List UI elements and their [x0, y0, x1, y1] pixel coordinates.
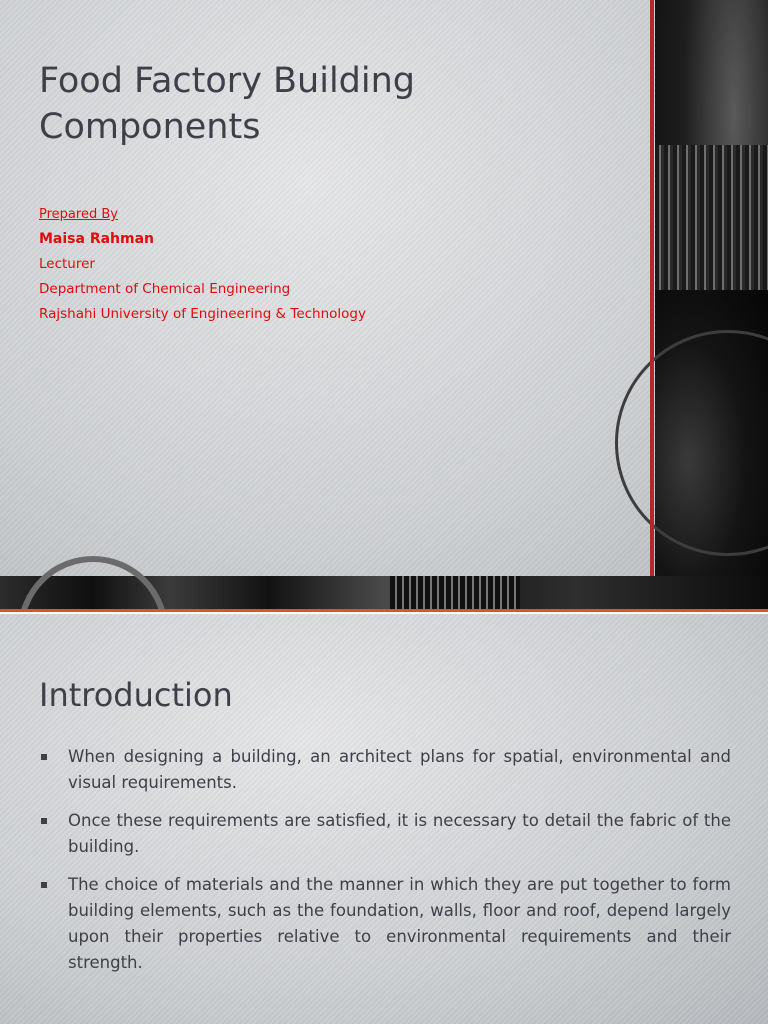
- red-divider: [650, 0, 654, 576]
- decorative-slats: [390, 576, 520, 610]
- prepared-by-label: Prepared By: [39, 207, 118, 222]
- bullet-text: When designing a building, an architect plans for spatial, environmental and visual requirements.: [68, 747, 731, 792]
- decorative-wheel: [18, 556, 168, 612]
- slide-title: Food Factory Building Components: [39, 61, 416, 147]
- bullet-marker-icon: [41, 882, 47, 888]
- bullet-text: Once these requirements are satisfied, it is necessary to detail the fabric of the building.: [68, 811, 731, 856]
- orange-divider: [0, 609, 768, 612]
- bullet-item: [39, 808, 731, 860]
- author-university: Rajshahi University of Engineering & Technology: [39, 306, 366, 322]
- author-name: Maisa Rahman: [39, 231, 155, 247]
- bullet-list: [39, 744, 731, 988]
- decorative-image-strip: [0, 576, 768, 610]
- author-department: Department of Chemical Engineering: [39, 281, 291, 297]
- decorative-arc: [615, 330, 768, 556]
- author-position: Lecturer: [39, 256, 95, 272]
- decorative-image-panel: [655, 0, 768, 576]
- author-block: [39, 202, 639, 327]
- introduction-slide: [0, 614, 768, 1024]
- bullet-item: [39, 744, 731, 796]
- slide-heading: Introduction: [39, 676, 233, 714]
- bullet-marker-icon: [41, 754, 47, 760]
- bullet-text: The choice of materials and the manner in which they are put together to form building elements, such as the foundation, walls, floor and roof, depend largely upon their properties relative to environmental requirements and their strength.: [68, 875, 731, 972]
- bullet-marker-icon: [41, 818, 47, 824]
- bullet-item: [39, 872, 731, 976]
- decorative-ribs: [655, 145, 768, 290]
